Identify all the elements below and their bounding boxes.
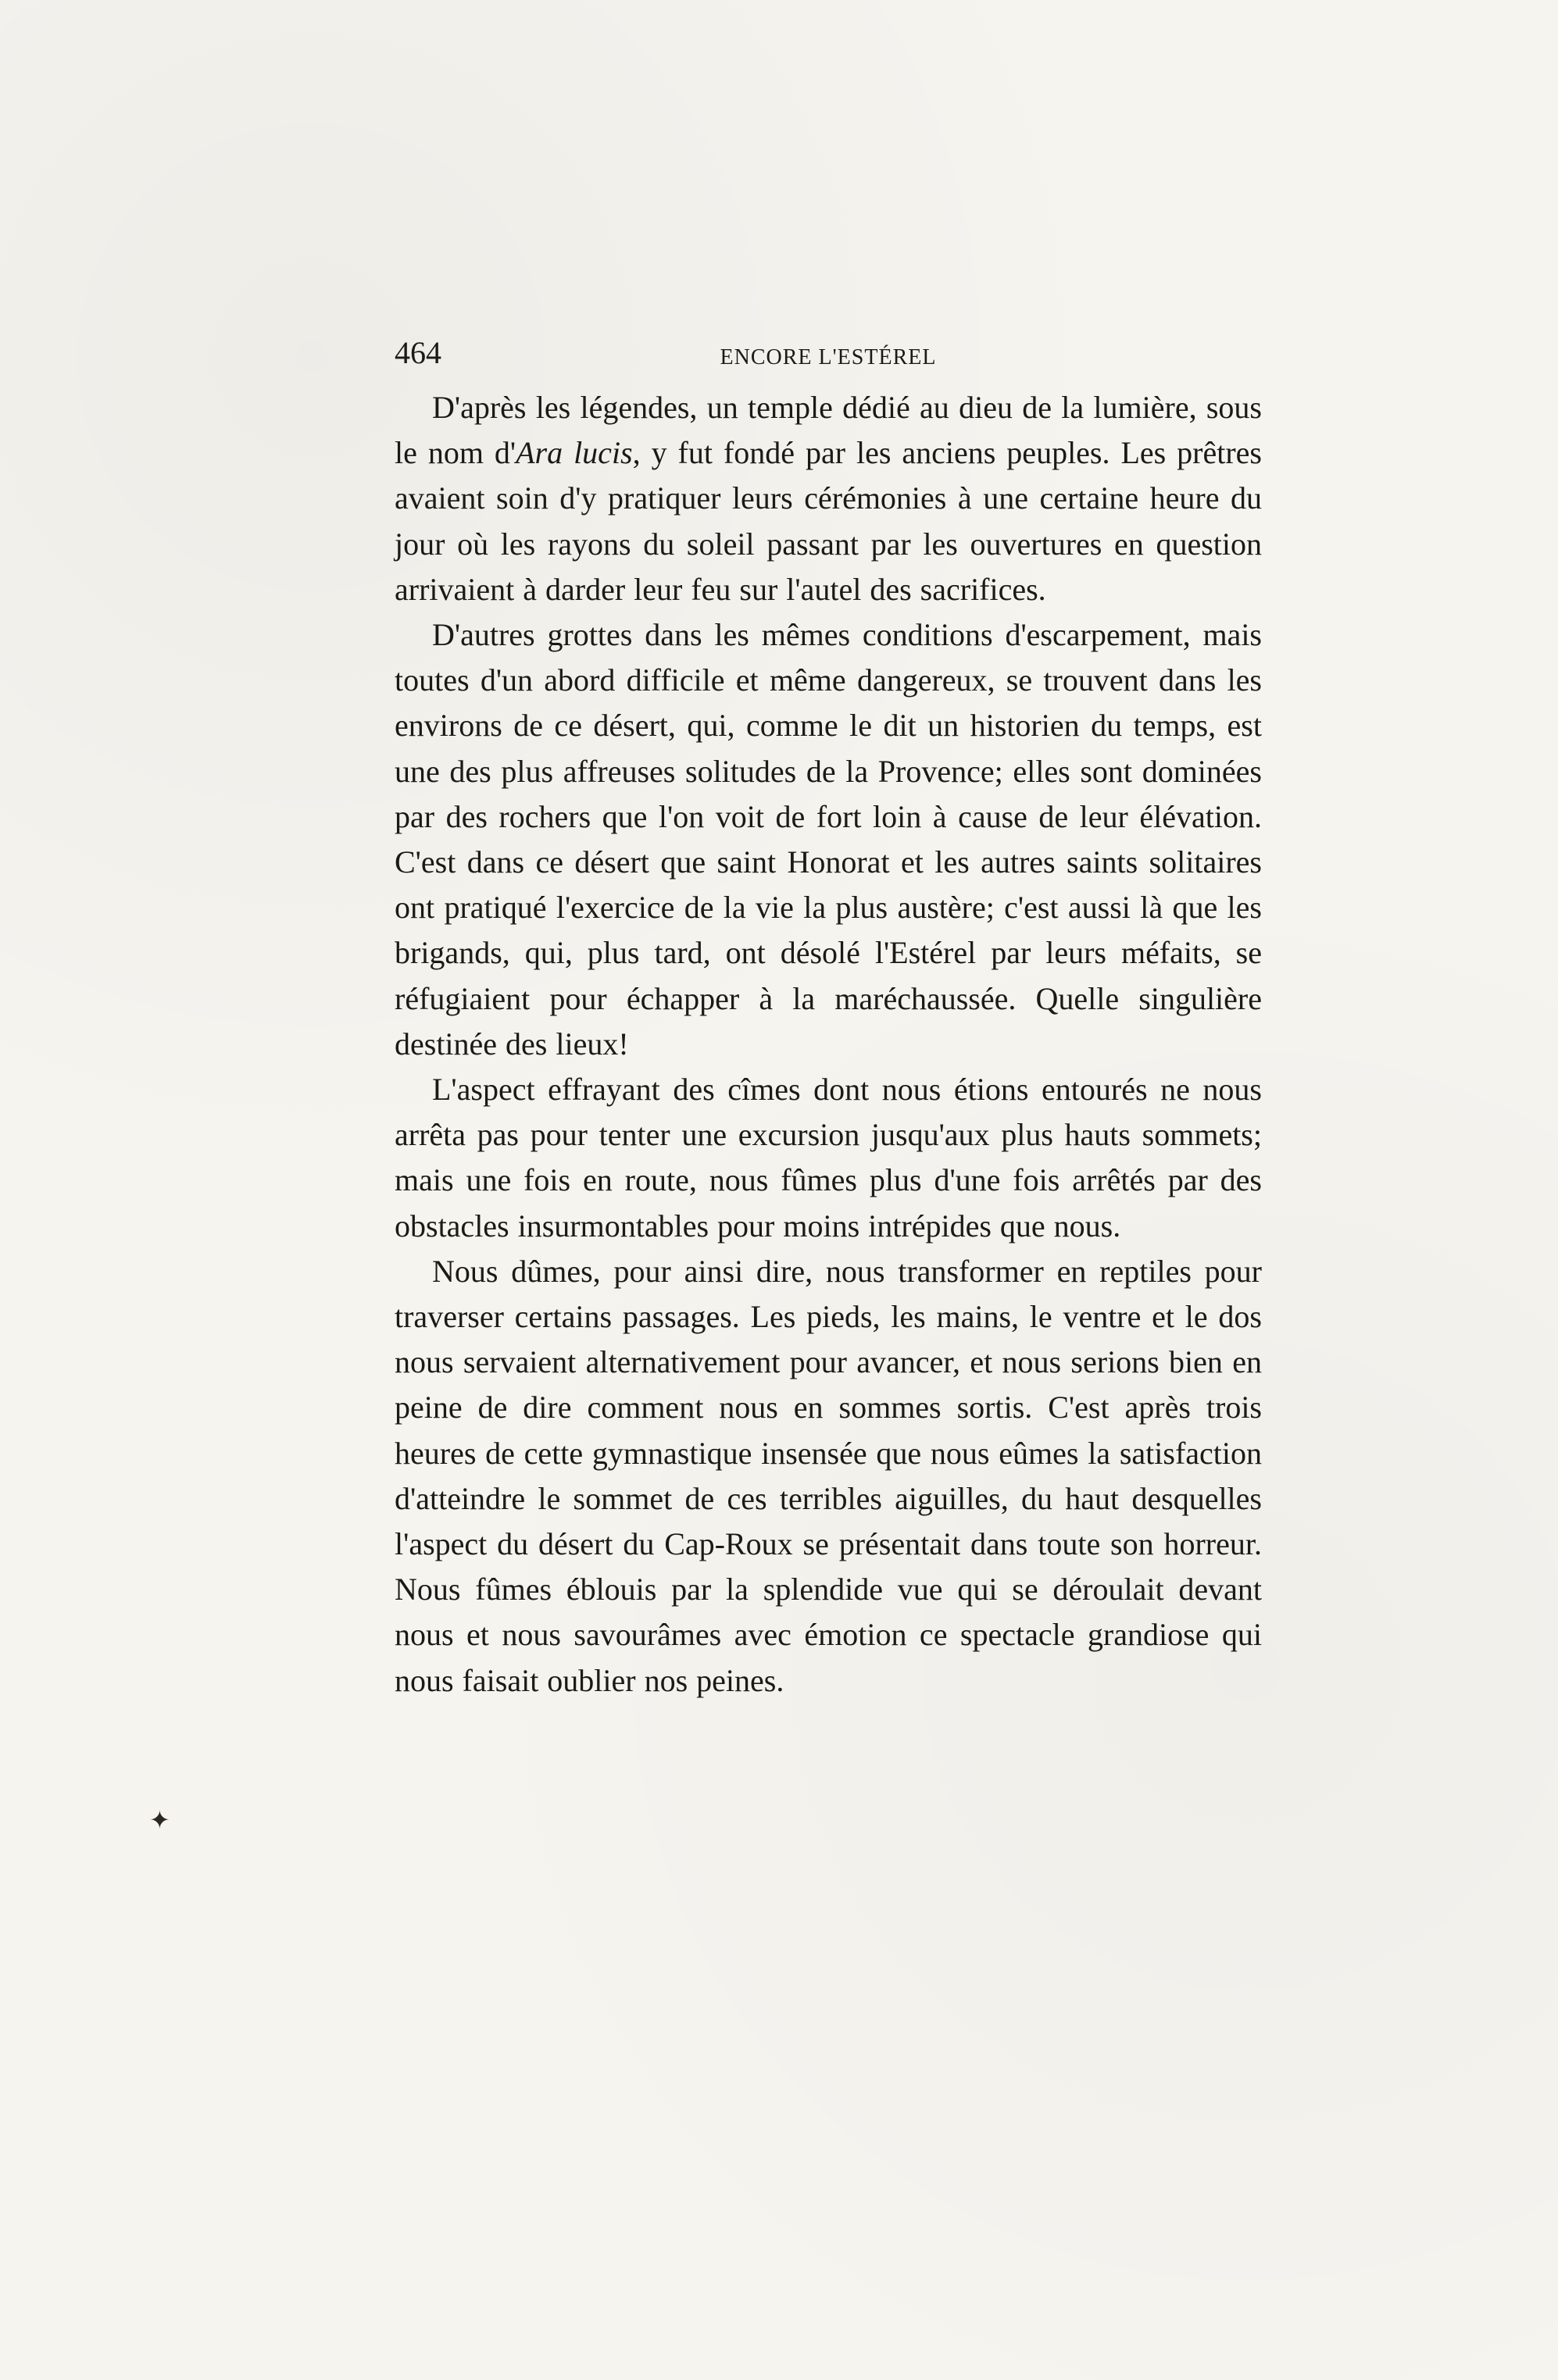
running-head: ENCORE L'ESTÉREL	[720, 345, 937, 369]
page-number: 464	[395, 335, 441, 370]
ink-speck: ✦	[149, 1806, 170, 1834]
page-header	[395, 337, 1262, 384]
paragraph-3: L'aspect effrayant des cîmes dont nous étions entourés ne nous arrêta pas pour tenter une excursion jusqu'aux plus hauts sommets; mais une fois en route, nous fûmes plus d'une fois arrêtés par des obstacles insurmontables pour moins intrépides que nous.	[395, 1072, 1262, 1244]
paragraph-1-italic: Ara lucis	[516, 435, 633, 471]
paragraph-1-after-italic: , y fut fondé par les anciens peuples. Les prêtres avaient soin d'y pratiquer leurs cérémonies à une certaine heure du jour où les rayons du soleil passant par les ouvertures en question arrivaient à darder leur feu sur l'autel des sacrifices.	[395, 435, 1262, 607]
body-text	[395, 385, 1262, 1704]
paragraph-2: D'autres grottes dans les mêmes conditions d'escarpement, mais toutes d'un abord difficile et même dangereux, se trouvent dans les environs de ce désert, qui, comme le dit un historien du temps, est une des plus affreuses solitudes de la Provence; elles sont dominées par des rochers que l'on voit de fort loin à cause de leur élévation. C'est dans ce désert que saint Honorat et les autres saints solitaires ont pratiqué l'exercice de la vie la plus austère; c'est aussi là que les brigands, qui, plus tard, ont désolé l'Estérel par leurs méfaits, se réfugiaient pour échapper à la maréchaussée. Quelle singulière destinée des lieux!	[395, 617, 1262, 1062]
paragraph-4: Nous dûmes, pour ainsi dire, nous transformer en reptiles pour traverser certains passages. Les pieds, les mains, le ventre et le dos nous servaient alternativement pour avancer, et nous serions bien en peine de dire comment nous en sommes sortis. C'est après trois heures de cette gymnastique insensée que nous eûmes la satisfaction d'atteindre le sommet de ces terribles aiguilles, du haut desquelles l'aspect du désert du Cap-Roux se présentait dans toute son horreur. Nous fûmes éblouis par la splendide vue qui se déroulait devant nous et nous savourâmes avec émotion ce spectacle grandiose qui nous faisait oublier nos peines.	[395, 1253, 1262, 1698]
paragraph-1-before-italic: D'après les légendes, un temple dédié au dieu de la lumière, sous le nom d'	[395, 390, 1262, 471]
paragraph-1	[395, 385, 1262, 612]
